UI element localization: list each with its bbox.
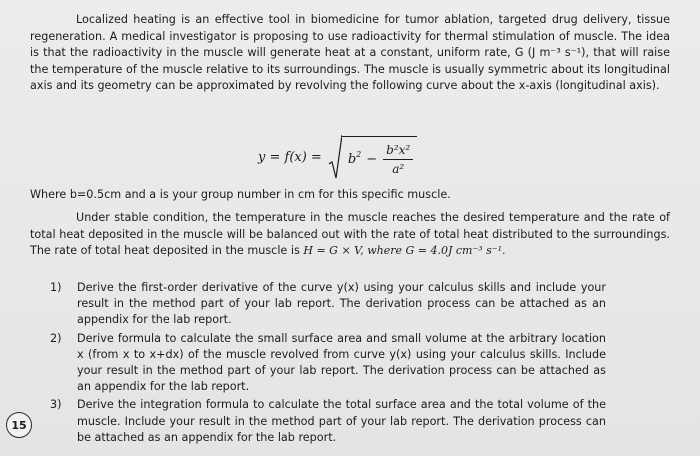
list-item-text: Derive the integration formula to calculate the total surface area and the total volume of the muscle. Include your result in the method part of your lab report. The derivation process can be attached as an appendix for the lab report.: [77, 398, 606, 444]
list-item: [50, 280, 606, 329]
fraction: [383, 143, 413, 176]
intro-paragraph: Localized heating is an effective tool in biomedicine for tumor ablation, targeted drug delivery, tissue regeneration. A medical investigator is proposing to use radioactivity for thermal stimulation of muscle. The idea is that the radioactivity in the muscle will generate heat at a constant, uniform rate, G (J m⁻³ s⁻¹), that will raise the temperature of the muscle relative to its surroundings. The muscle is usually symmetric about its longitudinal axis and its geometry can be approximated by revolving the following curve about the x-axis (longitudinal axis).: [30, 13, 670, 92]
points-badge: 15: [6, 412, 32, 438]
heat-balance-text: Under stable condition, the temperature in the muscle reaches the desired temperature and the rate of total heat deposited in the muscle will be balanced out with the rate of total heat distributed to the surroundings. The rate of total heat deposited in the muscle is: [30, 211, 670, 257]
radicand-term: $b^2$: [347, 150, 362, 167]
fraction-numerator: b²x²: [383, 143, 413, 160]
radicand: [342, 136, 417, 176]
list-item: [50, 397, 606, 446]
list-item-number: 3): [50, 398, 62, 412]
heat-formula: H = G × V, where G = 4.0J cm⁻³ s⁻¹.: [303, 244, 506, 257]
square-root: [328, 134, 417, 180]
radical-sign-icon: [328, 134, 342, 180]
list-item-text: Derive formula to calculate the small surface area and small volume at the arbitrary location x (from x to x+dx) of the muscle revolved from curve y(x) using your calculus skills. Include your result in the method part of your lab report. The derivation process can be attached as an appendix for the lab report.: [77, 331, 606, 394]
list-item-text: Derive the first-order derivative of the curve y(x) using your calculus skills and include your result in the method part of your lab report. The derivation process can be attached as an appendix for the lab report.: [77, 281, 606, 327]
parameter-definition: Where b=0.5cm and a is your group number in cm for this specific muscle.: [30, 188, 451, 201]
fraction-denominator: a²: [392, 162, 405, 176]
list-item: [50, 331, 606, 396]
curve-equation: [258, 132, 417, 182]
minus-sign: −: [366, 152, 378, 167]
question-list: [50, 280, 606, 448]
list-item-number: 2): [50, 331, 62, 345]
list-item-number: 1): [50, 281, 62, 294]
equation-lhs: y = f(x) =: [258, 149, 322, 165]
heat-balance-paragraph: [30, 210, 670, 260]
